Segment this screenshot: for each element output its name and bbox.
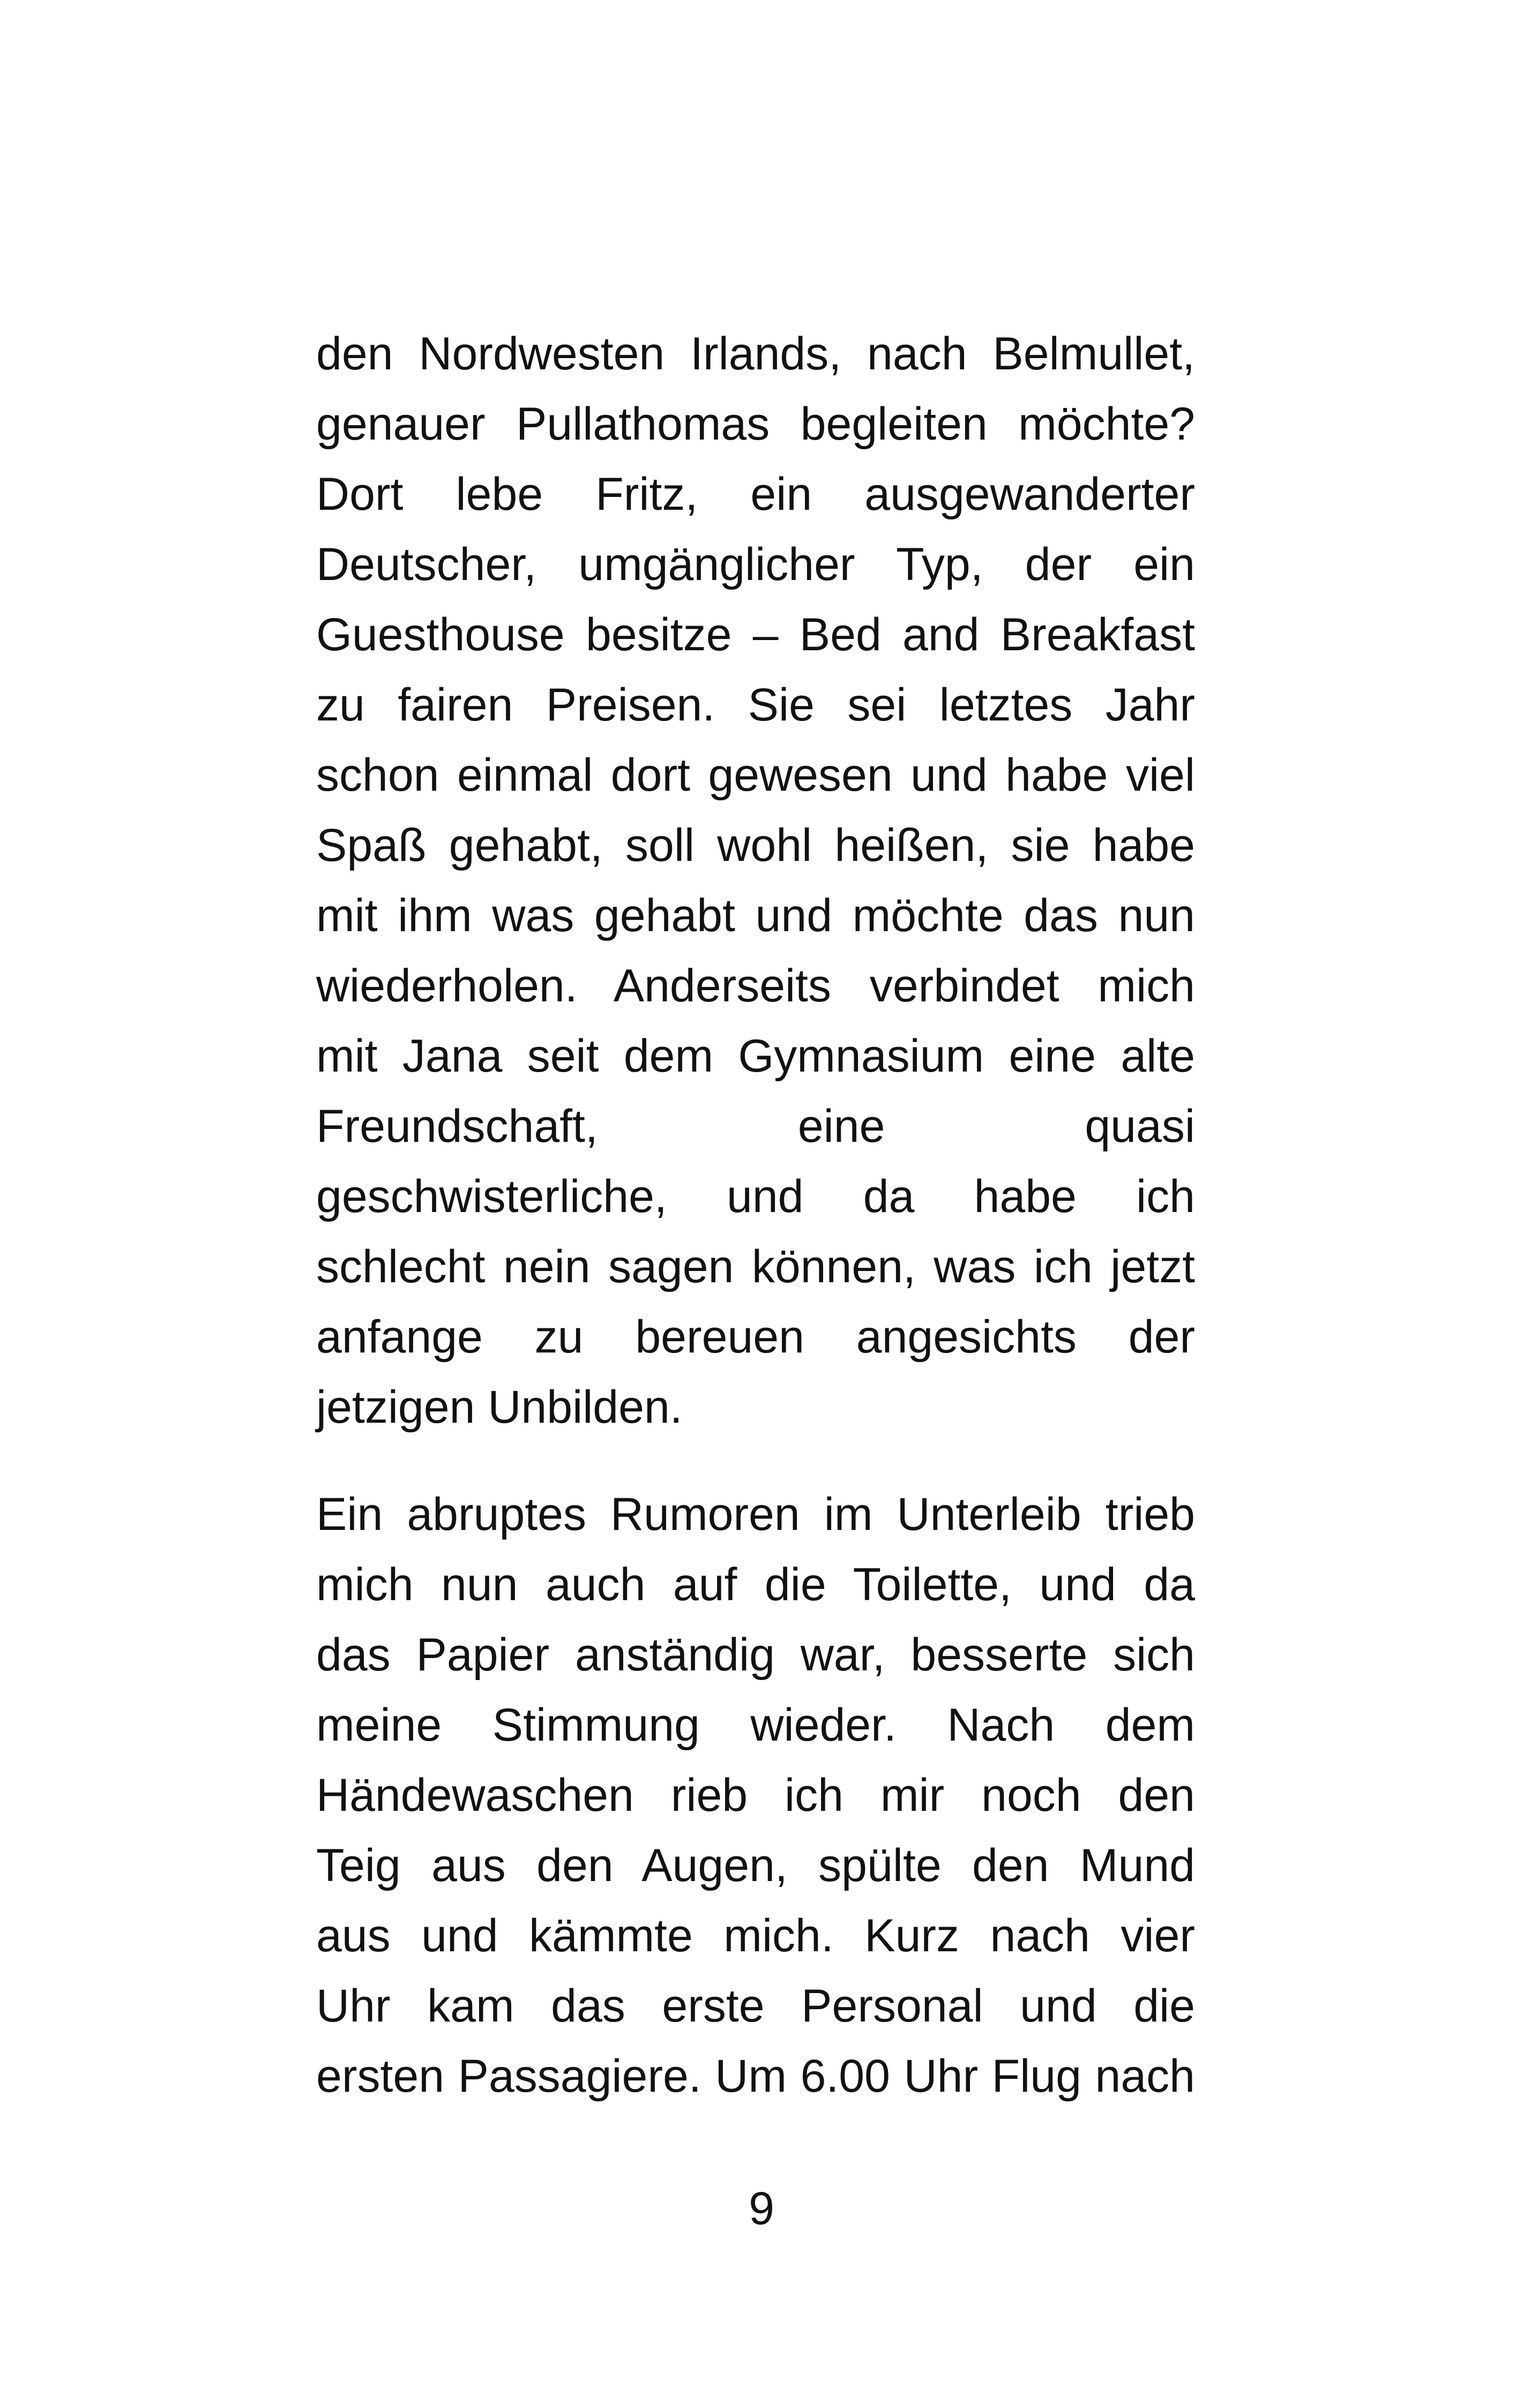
text-line: ersten Passagiere. Um 6.00 Uhr Flug nach — [316, 2050, 1195, 2102]
text-line: Ein abruptes Rumoren im Unterleib trieb — [316, 1489, 1195, 1540]
text-line: schlecht nein sagen können, was ich jetzt — [316, 1241, 1195, 1292]
text-line: den Nordwesten Irlands, nach Belmullet, — [316, 328, 1195, 380]
text-line: Händewaschen rieb ich mir noch den — [316, 1770, 1195, 1821]
text-line: das Papier anständig war, besserte sich — [316, 1629, 1195, 1681]
text-line: Spaß gehabt, soll wohl heißen, sie habe — [316, 820, 1195, 871]
text-line: Uhr kam das erste Personal und die — [316, 1980, 1195, 2032]
text-line: mich nun auch auf die Toilette, und da — [316, 1559, 1195, 1610]
text-line: geschwisterliche, und da habe ich — [316, 1171, 1195, 1222]
text-line: aus und kämmte mich. Kurz nach vier — [316, 1910, 1195, 1961]
text-line: mit ihm was gehabt und möchte das nun — [316, 890, 1195, 941]
text-line: Deutscher, umgänglicher Typ, der ein — [316, 539, 1195, 590]
text-line: schon einmal dort gewesen und habe viel — [316, 749, 1195, 801]
text-line: wiederholen. Anderseits verbindet mich — [316, 960, 1195, 1012]
text-line: Freundschaft, eine quasi — [316, 1101, 1195, 1152]
paragraph-2 — [316, 1480, 1195, 2112]
text-line: Guesthouse besitze – Bed and Breakfast — [316, 609, 1195, 660]
page-number: 9 — [749, 2183, 774, 2234]
text-line: meine Stimmung wieder. Nach dem — [316, 1699, 1195, 1751]
text-line: Teig aus den Augen, spülte den Mund — [316, 1840, 1195, 1891]
paragraph-1 — [316, 319, 1195, 1443]
text-line: mit Jana seit dem Gymnasium eine alte — [316, 1030, 1195, 1082]
text-line: zu fairen Preisen. Sie sei letztes Jahr — [316, 679, 1195, 731]
text-line: Dort lebe Fritz, ein ausgewanderter — [316, 469, 1195, 520]
text-line: genauer Pullathomas begleiten möchte? — [316, 398, 1195, 450]
text-line: jetzigen Unbilden. — [316, 1381, 683, 1433]
text-line: anfange zu bereuen angesichts der — [316, 1311, 1195, 1363]
